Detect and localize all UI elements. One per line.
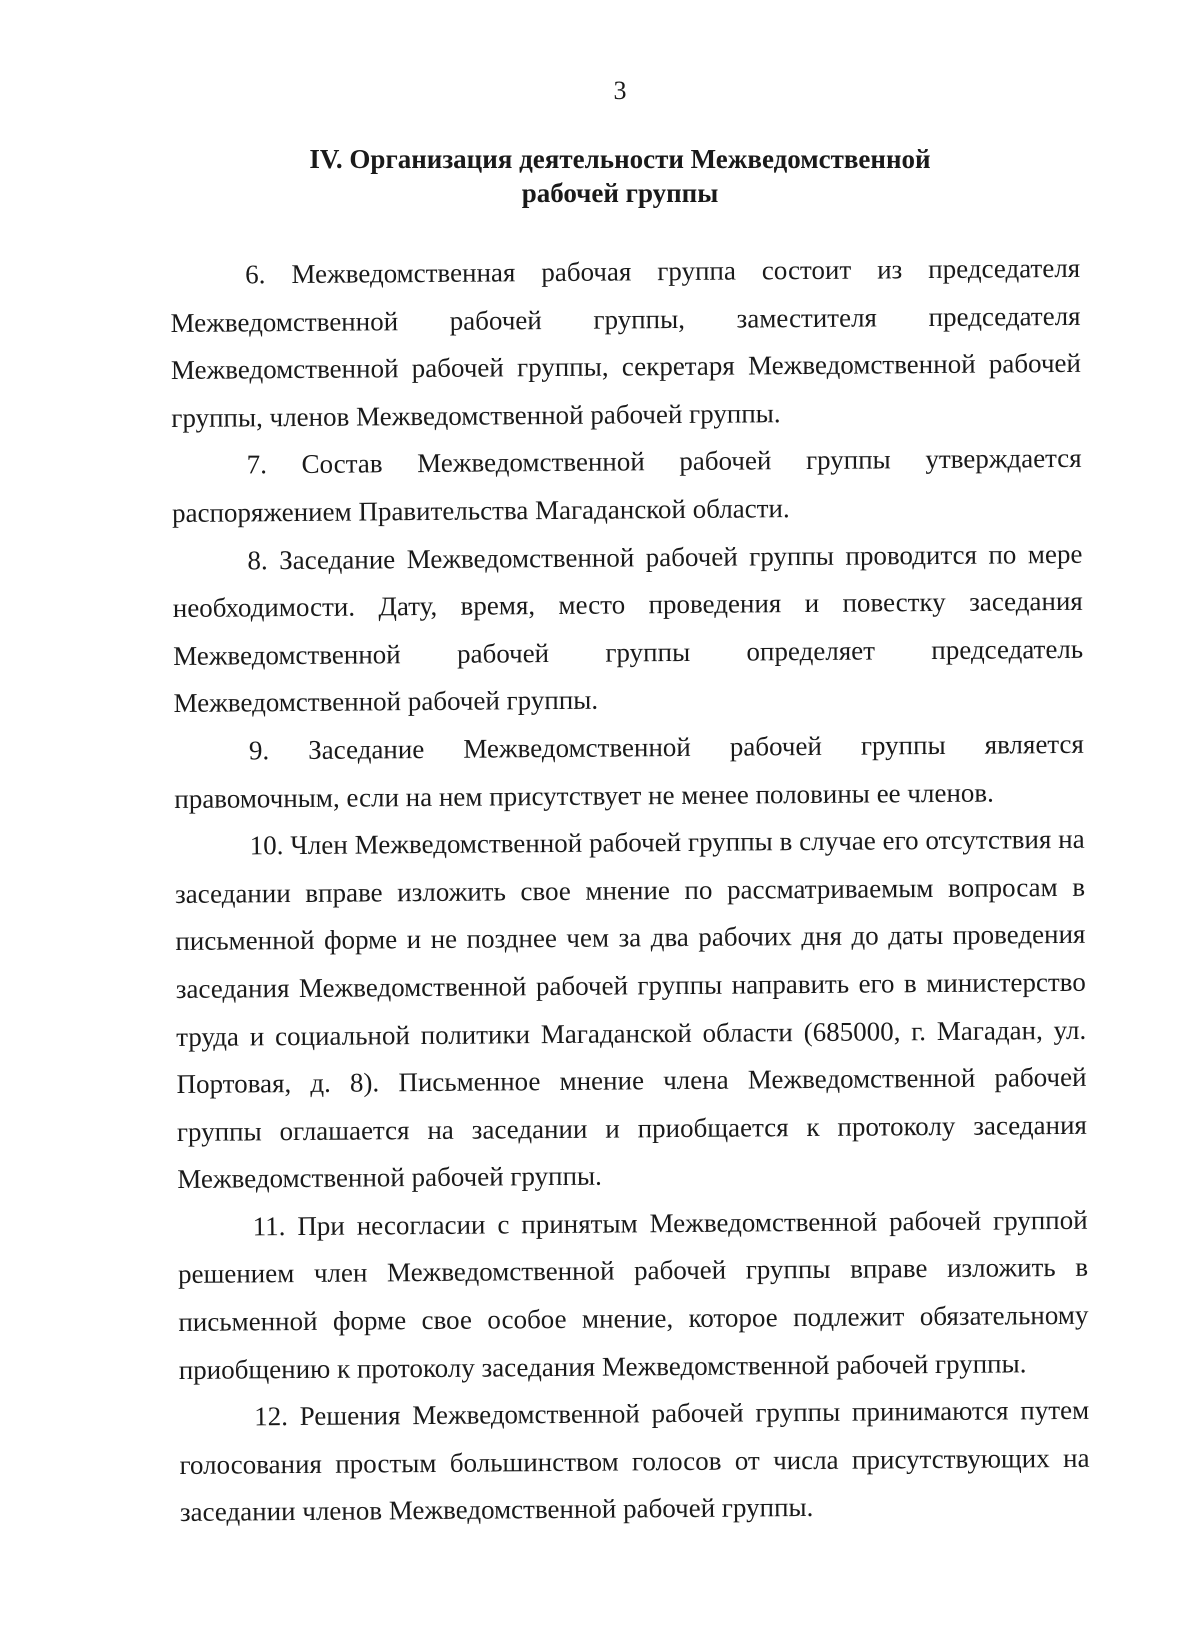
paragraph-7: 7. Состав Межведомственной рабочей группы утверждается распоряжением Правительства Магаданской области.	[171, 443, 1082, 528]
paragraph-6: 6. Межведомственная рабочая группа состоит из председателя Межведомственной рабочей группы, заместителя председателя Межведомственной рабочей группы, секретаря Межведомственной рабочей группы, членов Межведомственной рабочей группы.	[170, 252, 1082, 433]
paragraph-8: 8. Заседание Межведомственной рабочей группы проводится по мере необходимости. Дату, время, место проведения и повестку заседания Межведомственной рабочей группы определяет председатель Межведомственной рабочей группы.	[172, 538, 1084, 719]
paragraph-12: 12. Решения Межведомственной рабочей группы принимаются путем голосования простым большинством голосов от числа присутствующих на заседании членов Межведомственной рабочей группы.	[179, 1395, 1090, 1528]
paragraph-10: 10. Член Межведомственной рабочей группы в случае его отсутствия на заседании вправе изложить свое мнение по рассматриваемым вопросам в письменной форме и не позднее чем за два рабочих дня до даты проведения заседания Межведомственной рабочей группы направить его в министерство труда и социальной политики Магаданской области (685000, г. Магадан, ул. Портовая, д. 8). Письменное мнение члена Межведомственной рабочей группы оглашается на заседании и приобщается к протоколу заседания Межведомственной рабочей группы.	[174, 823, 1087, 1195]
section-title	[240, 142, 1000, 210]
page-number: 3	[613, 76, 627, 105]
section-title-line-2: рабочей группы	[521, 178, 719, 208]
paragraph-9: 9. Заседание Межведомственной рабочей группы является правомочным, если на нем присутствует не менее половины ее членов.	[174, 728, 1085, 814]
paragraph-11: 11. При несогласии с принятым Межведомственной рабочей группой решением член Межведомственной рабочей группы вправе изложить в письменной форме свое особое мнение, которое подлежит обязательному приобщению к протоколу заседания Межведомственной рабочей группы.	[177, 1204, 1089, 1385]
document-body	[170, 245, 1090, 1537]
section-title-line-1: IV. Организация деятельности Межведомственной	[309, 144, 931, 174]
